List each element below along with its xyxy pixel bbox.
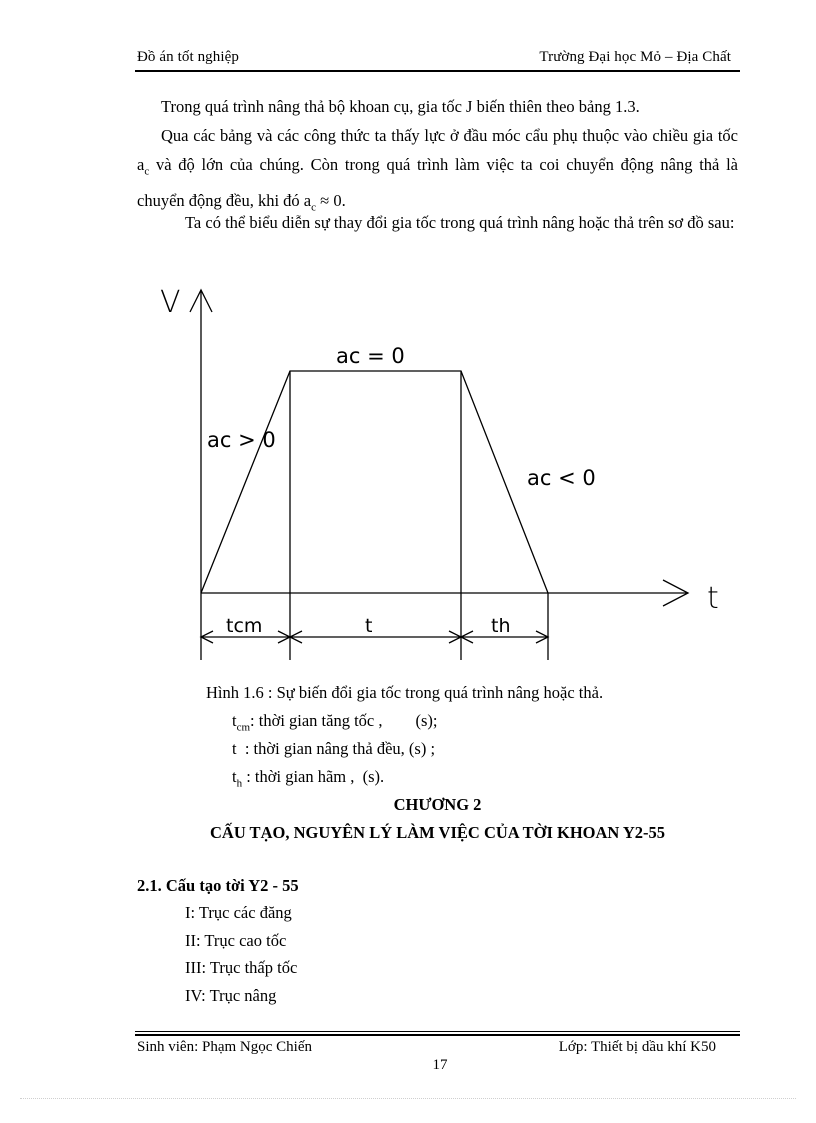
label-ac-positive: ac > 0 <box>207 428 276 452</box>
legend-th-symbol: t <box>232 767 237 786</box>
paragraph-2-part-c: ≈ 0. <box>316 191 346 211</box>
footer-class: Lớp: Thiết bị dầu khí K50 <box>558 1039 716 1055</box>
legend-tcm <box>232 711 438 733</box>
axis-label-t: t <box>707 581 719 616</box>
section-item-4: IV: Trục nâng <box>185 986 277 1005</box>
dim-label-th: th <box>491 615 511 637</box>
label-ac-zero: ac = 0 <box>336 344 405 368</box>
section-item-3: III: Trục thấp tốc <box>185 958 298 977</box>
dim-label-t: t <box>365 615 373 637</box>
header-right: Trường Đại học Mỏ – Địa Chất <box>539 49 731 65</box>
legend-t-text: : thời gian nâng thả đều, (s) ; <box>236 739 436 758</box>
paragraph-1: Trong quá trình nâng thả bộ khoan cụ, gia tốc J biến thiên theo bảng 1.3. <box>161 97 640 116</box>
section-item-1: I: Trục các đăng <box>185 903 292 922</box>
legend-th-sub: h <box>236 777 243 790</box>
paragraph-3: Ta có thể biểu diễn sự thay đổi gia tốc trong quá trình nâng hoặc thả trên sơ đồ sau: <box>185 213 735 232</box>
velocity-profile <box>201 371 548 593</box>
legend-t <box>232 739 435 759</box>
subscript-c-2: c <box>311 201 317 214</box>
label-ac-negative: ac < 0 <box>527 466 596 490</box>
footer-student: Sinh viên: Phạm Ngọc Chiến <box>137 1039 312 1055</box>
header-left: Đồ án tốt nghiệp <box>137 49 240 65</box>
chapter-title: CẤU TẠO, NGUYÊN LÝ LÀM VIỆC CỦA TỜI KHOAN Y2-55 <box>209 823 665 842</box>
legend-t-symbol: t <box>232 739 237 758</box>
section-item-2: II: Trục cao tốc <box>185 931 287 950</box>
subscript-c-1: c <box>144 165 150 178</box>
axis-label-v: V <box>160 285 181 320</box>
paragraph-2-part-b: và độ lớn của chúng. Còn trong quá trình làm việc ta coi chuyển động nâng thả là chuyển động đều, khi đó a <box>137 155 738 211</box>
legend-th-text: : thời gian hãm , (s). <box>242 767 385 786</box>
legend-tcm-text: : thời gian tăng tốc , (s); <box>250 711 438 730</box>
page-number: 17 <box>432 1057 448 1073</box>
legend-tcm-symbol: t <box>232 711 237 730</box>
footer-divider-top <box>135 1031 740 1032</box>
footer-divider-bottom <box>135 1034 740 1036</box>
paragraph-2-part-a: Qua các bảng và các công thức ta thấy lực ở đầu móc cẩu phụ thuộc vào chiều gia tốc a <box>137 126 738 174</box>
page-bottom-edge <box>20 1098 796 1099</box>
figure-caption: Hình 1.6 : Sự biến đổi gia tốc trong quá trình nâng hoặc thả. <box>206 683 604 702</box>
legend-th <box>232 767 384 789</box>
chapter-number: CHƯƠNG 2 <box>393 795 482 814</box>
section-heading: 2.1. Cấu tạo tời Y2 - 55 <box>137 876 299 895</box>
dim-label-tcm: tcm <box>226 615 263 637</box>
legend-tcm-sub: cm <box>236 721 251 734</box>
